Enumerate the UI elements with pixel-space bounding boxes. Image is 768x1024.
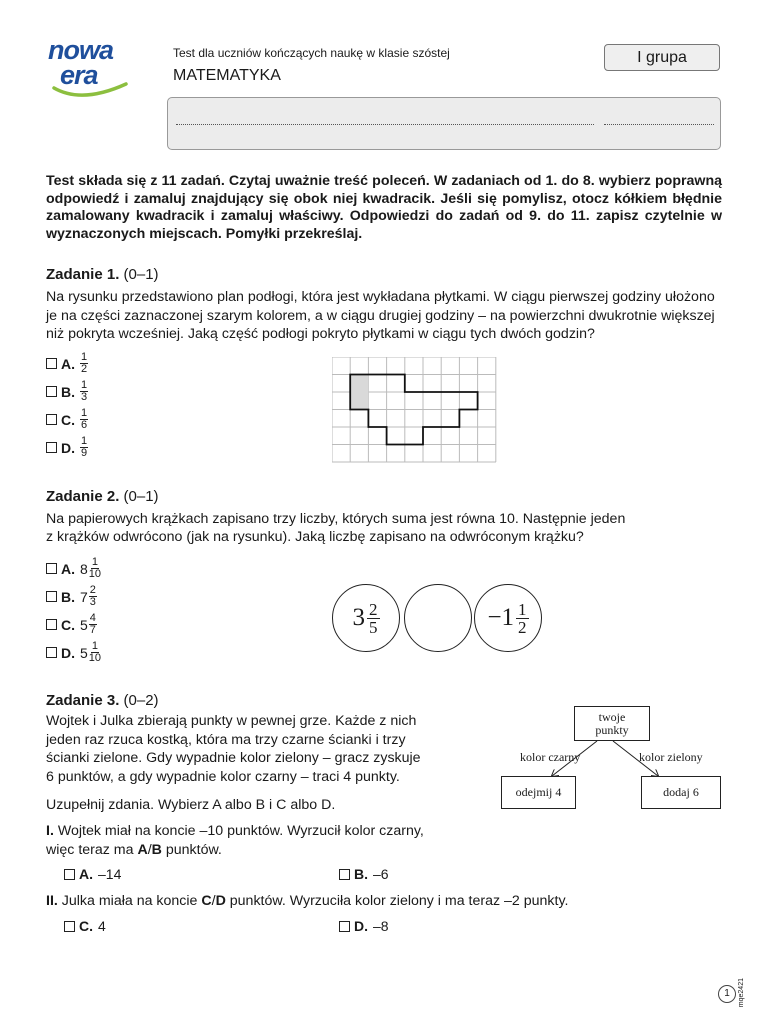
task3-part2-text: II. Julka miała na koncie C/D punktów. Wyrzuciła kolor zielony i ma teraz –2 punkty. <box>46 893 569 909</box>
logo-swoosh-icon <box>52 82 128 100</box>
task1-points: (0–1) <box>123 266 159 283</box>
tree-root: twoje punkty <box>574 706 650 741</box>
checkbox[interactable] <box>46 619 57 630</box>
logo-word-nowa: nowa <box>48 35 114 65</box>
checkbox[interactable] <box>46 591 57 602</box>
checkbox[interactable] <box>339 921 350 932</box>
tree-box-add: dodaj 6 <box>641 776 721 809</box>
task3-title: Zadanie 3. <box>46 692 120 709</box>
option-letter: A. <box>61 355 75 372</box>
checkbox[interactable] <box>46 414 57 425</box>
test-subtitle: Test dla uczniów kończących naukę w klasie szóstej <box>173 46 450 60</box>
fraction: $\frac{1}{9}$ <box>81 435 88 459</box>
option-letter: B. <box>61 588 75 605</box>
class-line[interactable] <box>604 124 714 125</box>
task1-option-c[interactable] <box>46 408 88 431</box>
mixed-number: 5 $\frac{1}{10}$ <box>80 640 102 664</box>
task3-option-a[interactable]: A. –14 <box>64 866 121 882</box>
checkbox[interactable] <box>46 563 57 574</box>
checkbox[interactable] <box>46 442 57 453</box>
document-code: mqe2421 <box>738 978 745 1008</box>
task3-option-b[interactable]: B. –6 <box>339 866 389 882</box>
task3-part1-text: I. Wojtek miał na koncie –10 punktów. Wyrzucił kolor czarny, więc teraz ma A/B punktów. <box>46 823 424 858</box>
fraction: $\frac{1}{6}$ <box>81 407 88 431</box>
subject-title: MATEMATYKA <box>173 67 281 84</box>
option-letter: C. <box>61 411 75 428</box>
task2-text-line1: Na papierowych krążkach zapisano trzy liczby, których suma jest równa 10. Następnie jeden <box>46 511 626 527</box>
checkbox[interactable] <box>64 921 75 932</box>
disk-left: 3 2 5 <box>332 584 400 652</box>
fraction: $\frac{1}{3}$ <box>81 379 88 403</box>
task3-option-c[interactable]: C. 4 <box>64 918 106 934</box>
task2-option-a[interactable] <box>46 557 101 580</box>
task2-option-c[interactable] <box>46 613 97 636</box>
mixed-number: 5 $\frac{4}{7}$ <box>80 612 96 636</box>
checkbox[interactable] <box>46 358 57 369</box>
task3-text: Wojtek i Julka zbierają punkty w pewnej grze. Każde z nich jeden raz rzuca kostką, która ma trzy czarne ścianki i trzy ścianki zielone. Gdy wypadnie kolor zielony – gracz zyskuje 6 punktów, a gdy wypadnie kolor czarny – traci 4 punkty. <box>46 713 421 785</box>
task2-option-d[interactable] <box>46 641 101 664</box>
disk-right: −1 1 2 <box>474 584 542 652</box>
task2-heading <box>46 488 159 505</box>
task2-option-b[interactable] <box>46 585 97 608</box>
task3-option-d[interactable]: D. –8 <box>339 918 389 934</box>
task1-option-a[interactable] <box>46 352 88 375</box>
task3-heading <box>46 692 159 709</box>
tree-label-black: kolor czarny <box>520 750 581 764</box>
disk-flipped <box>404 584 472 652</box>
option-letter: D. <box>61 644 75 661</box>
checkbox[interactable] <box>46 386 57 397</box>
publisher-logo <box>48 35 128 100</box>
group-badge: I grupa <box>604 44 720 71</box>
fraction: $\frac{1}{2}$ <box>81 351 88 375</box>
checkbox[interactable] <box>339 869 350 880</box>
student-name-field[interactable] <box>167 97 721 150</box>
option-letter: D. <box>61 439 75 456</box>
checkbox[interactable] <box>46 647 57 658</box>
task2-points: (0–1) <box>123 488 159 505</box>
option-letter: C. <box>61 616 75 633</box>
task1-title: Zadanie 1. <box>46 266 120 283</box>
task1-text: Na rysunku przedstawiono plan podłogi, która jest wykładana płytkami. W ciągu pierwszej godziny ułożono je na części zaznaczonej szarym kolorem, a w ciągu drugiej godziny – na powierzchni dwukrotnie większej niż pokryta wcześniej. Jaką część podłogi pokryto płytkami w ciągu tych dwóch godzin? <box>46 289 715 342</box>
task1-option-b[interactable] <box>46 380 88 403</box>
task3-instruction: Uzupełnij zdania. Wybierz A albo B i C albo D. <box>46 797 336 813</box>
tree-label-green: kolor zielony <box>639 750 703 764</box>
test-instructions: Test składa się z 11 zadań. Czytaj uważnie treść poleceń. W zadaniach od 1. do 8. wybierz poprawną odpowiedź i zamaluj znajdujący się obok niej kwadracik. Jeśli się pomylisz, otocz kółkiem błędnie zamalowany kwadracik i zamaluj właściwy. Odpowiedzi do zadań od 9. do 11. zapisz czytelnie w wyznaczonych miejscach. Pomyłki przekreślaj. <box>46 173 722 242</box>
checkbox[interactable] <box>64 869 75 880</box>
tree-box-subtract: odejmij 4 <box>501 776 576 809</box>
task2-title: Zadanie 2. <box>46 488 120 505</box>
covered-area <box>350 375 368 410</box>
mixed-number: 8 $\frac{1}{10}$ <box>80 556 102 580</box>
option-letter: A. <box>61 560 75 577</box>
option-letter: B. <box>61 383 75 400</box>
page-number: 1 <box>718 985 736 1003</box>
task2-text-line2: z krążków odwrócono (jak na rysunku). Jaką liczbę zapisano na odwróconym krążku? <box>46 529 584 545</box>
name-line[interactable] <box>176 124 594 125</box>
task1-option-d[interactable] <box>46 436 88 459</box>
task3-points: (0–2) <box>123 692 159 709</box>
task1-heading <box>46 266 159 283</box>
mixed-number: 7 $\frac{2}{3}$ <box>80 584 96 608</box>
floor-plan-grid <box>332 357 498 463</box>
logo-word-era: era <box>60 60 98 90</box>
